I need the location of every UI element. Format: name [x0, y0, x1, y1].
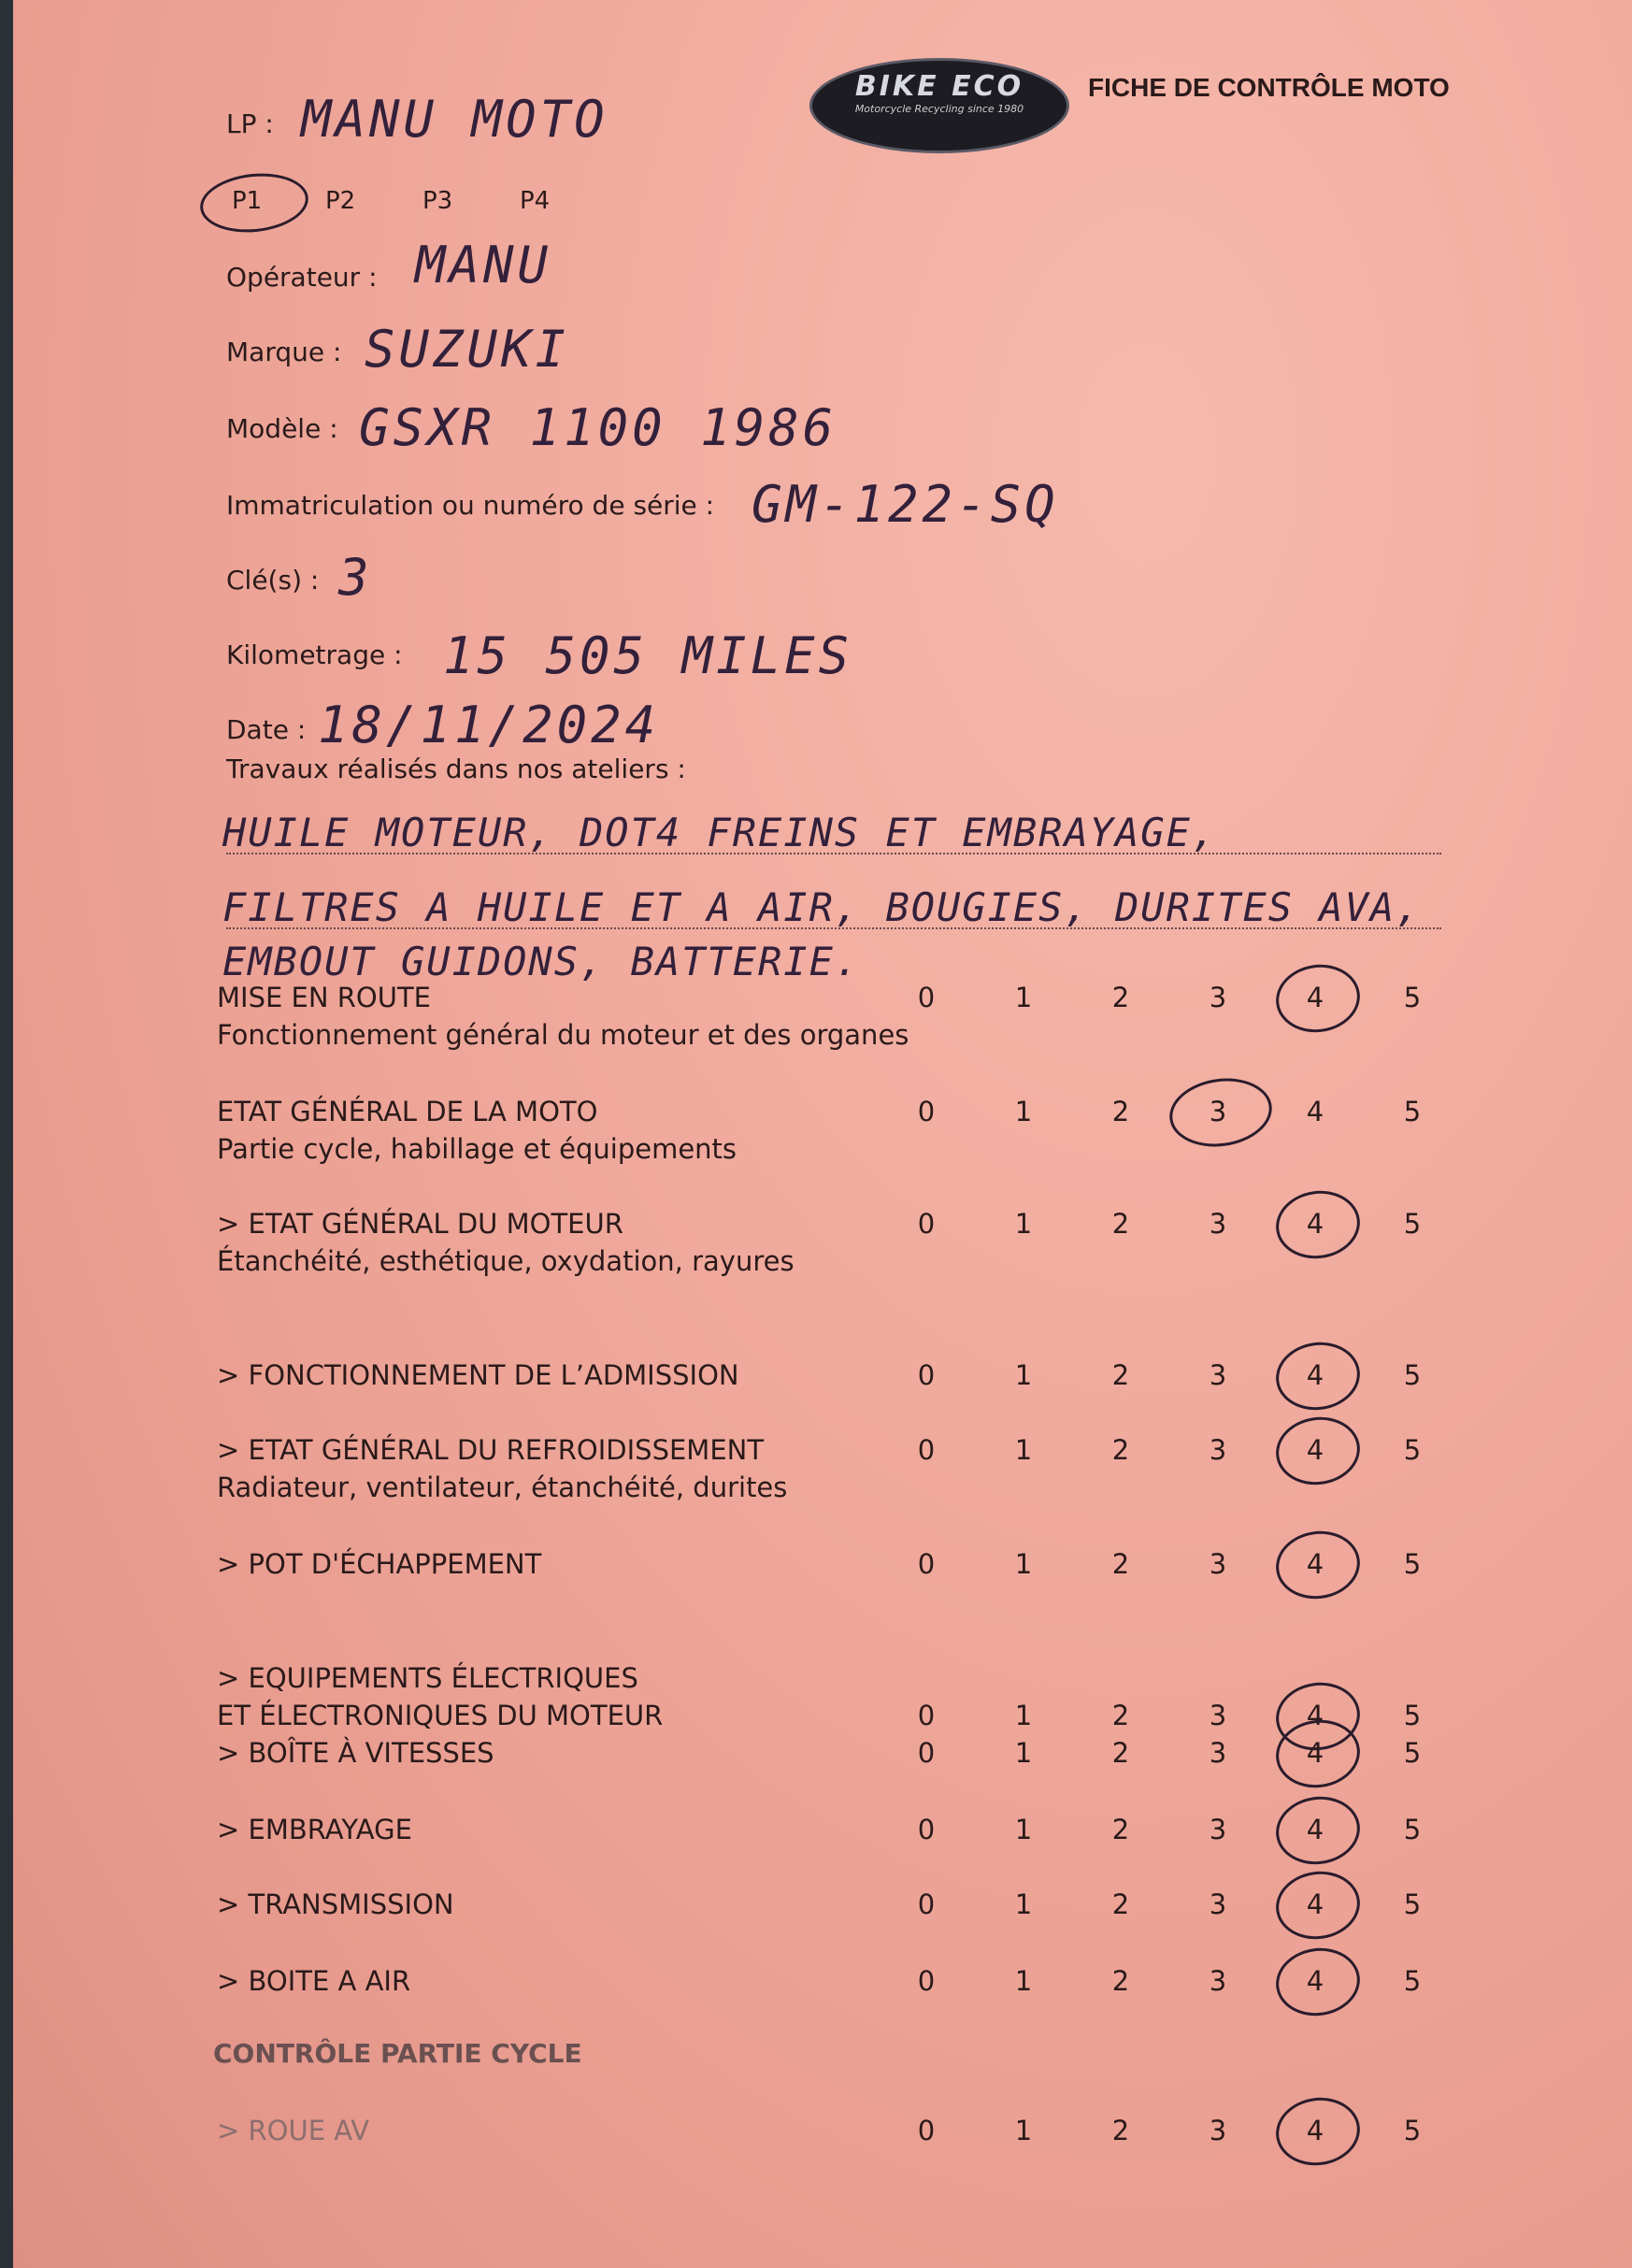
rating-row-label-5: > POT D'ÉCHAPPEMENT [217, 1548, 542, 1580]
rating-row-score-8-0[interactable]: 0 [917, 1814, 936, 1845]
rating-row-score-5-4[interactable]: 4 [1306, 1548, 1324, 1580]
rating-row-score-4-5[interactable]: 5 [1403, 1434, 1422, 1466]
works-line-2[interactable]: FILTRES A HUILE ET A AIR, BOUGIES, DURITES AVA, [222, 884, 1422, 930]
registration-value[interactable]: GM-122-SQ [752, 475, 1059, 534]
rating-row-score-5-1[interactable]: 1 [1014, 1548, 1033, 1580]
works-label: Travaux réalisés dans nos ateliers : [226, 754, 686, 784]
rating-row-score-0-1[interactable]: 1 [1014, 982, 1033, 1013]
rating-row-score-0-3[interactable]: 3 [1209, 982, 1227, 1013]
model-value[interactable]: GSXR 1100 1986 [359, 398, 837, 457]
rating-row-score-4-1[interactable]: 1 [1014, 1434, 1033, 1466]
form-title: FICHE DE CONTRÔLE MOTO [1088, 73, 1450, 102]
cycle-row-score-0-2[interactable]: 2 [1111, 2115, 1130, 2146]
rating-row-score-0-0[interactable]: 0 [917, 982, 936, 1013]
rating-row-score-6-1[interactable]: 1 [1014, 1700, 1033, 1731]
rating-row-selected-circle-8 [1271, 1791, 1364, 1870]
rating-row-sublabel-0: Fonctionnement général du moteur et des organes [217, 1019, 909, 1051]
rating-row-score-10-4[interactable]: 4 [1306, 1965, 1324, 1997]
rating-row-score-5-2[interactable]: 2 [1111, 1548, 1130, 1580]
rating-row-score-6-4[interactable]: 4 [1306, 1700, 1324, 1731]
rating-row-score-5-3[interactable]: 3 [1209, 1548, 1227, 1580]
rating-row-selected-circle-5 [1271, 1526, 1364, 1604]
mileage-value[interactable]: 15 505 MILES [443, 626, 853, 685]
rating-row-score-5-5[interactable]: 5 [1403, 1548, 1422, 1580]
rating-row-score-3-1[interactable]: 1 [1014, 1359, 1033, 1391]
brand-label: Marque : [226, 337, 342, 367]
rating-row-sublabel-2: Étanchéité, esthétique, oxydation, rayures [217, 1245, 795, 1277]
rating-row-score-9-5[interactable]: 5 [1403, 1888, 1422, 1920]
rating-row-score-4-3[interactable]: 3 [1209, 1434, 1227, 1466]
rating-row-label-7: > BOÎTE À VITESSES [217, 1737, 494, 1769]
rating-row-selected-circle-1 [1166, 1072, 1277, 1154]
rating-row-score-10-0[interactable]: 0 [917, 1965, 936, 1997]
rating-row-score-8-2[interactable]: 2 [1111, 1814, 1130, 1845]
rating-row-score-6-3[interactable]: 3 [1209, 1700, 1227, 1731]
rating-row-score-7-2[interactable]: 2 [1111, 1737, 1130, 1769]
rating-row-score-2-4[interactable]: 4 [1306, 1208, 1324, 1240]
rating-row-label-9: > TRANSMISSION [217, 1888, 454, 1920]
bike-eco-logo [809, 58, 1069, 153]
rating-row-score-5-0[interactable]: 0 [917, 1548, 936, 1580]
rating-row-score-2-5[interactable]: 5 [1403, 1208, 1422, 1240]
priority-p4[interactable]: P4 [520, 187, 551, 215]
model-label: Modèle : [226, 413, 338, 444]
lp-label: LP : [226, 108, 274, 139]
lp-value[interactable]: MANU MOTO [301, 90, 608, 149]
rating-row-score-1-4[interactable]: 4 [1306, 1096, 1324, 1127]
rating-row-score-1-1[interactable]: 1 [1014, 1096, 1033, 1127]
operator-value[interactable]: MANU [415, 236, 552, 294]
rating-row-score-10-3[interactable]: 3 [1209, 1965, 1227, 1997]
rating-row-score-0-4[interactable]: 4 [1306, 982, 1324, 1013]
cycle-row-score-0-4[interactable]: 4 [1306, 2115, 1324, 2146]
rating-row-selected-circle-10 [1271, 1943, 1364, 2021]
mileage-label: Kilometrage : [226, 639, 403, 670]
rating-row-score-7-5[interactable]: 5 [1403, 1737, 1422, 1769]
rating-row-score-2-0[interactable]: 0 [917, 1208, 936, 1240]
rating-row-score-3-2[interactable]: 2 [1111, 1359, 1130, 1391]
rating-row-score-9-3[interactable]: 3 [1209, 1888, 1227, 1920]
cycle-row-score-0-1[interactable]: 1 [1014, 2115, 1033, 2146]
rating-row-sublabel-1: Partie cycle, habillage et équipements [217, 1133, 737, 1165]
rating-row-score-4-2[interactable]: 2 [1111, 1434, 1130, 1466]
operator-label: Opérateur : [226, 262, 378, 293]
logo-brand: BIKE ECO [854, 70, 1024, 103]
rating-row-score-2-2[interactable]: 2 [1111, 1208, 1130, 1240]
rating-row-score-1-2[interactable]: 2 [1111, 1096, 1130, 1127]
date-value[interactable]: 18/11/2024 [318, 696, 660, 754]
brand-value[interactable]: SUZUKI [365, 320, 570, 379]
rating-row-score-1-5[interactable]: 5 [1403, 1096, 1422, 1127]
rating-row-selected-circle-2 [1271, 1185, 1364, 1264]
cycle-row-selected-circle-0 [1271, 2092, 1364, 2171]
rating-row-score-9-4[interactable]: 4 [1306, 1888, 1324, 1920]
registration-label: Immatriculation ou numéro de série : [226, 490, 715, 521]
works-line-3[interactable]: EMBOUT GUIDONS, BATTERIE. [222, 939, 861, 984]
priority-p1[interactable]: P1 [232, 187, 263, 215]
rating-row-score-3-3[interactable]: 3 [1209, 1359, 1227, 1391]
keys-value[interactable]: 3 [338, 548, 373, 607]
rating-row-score-8-3[interactable]: 3 [1209, 1814, 1227, 1845]
cycle-row-score-0-5[interactable]: 5 [1403, 2115, 1422, 2146]
rating-row-score-0-2[interactable]: 2 [1111, 982, 1130, 1013]
rating-row-score-4-4[interactable]: 4 [1306, 1434, 1324, 1466]
rating-row-selected-circle-9 [1271, 1866, 1364, 1945]
rating-row-label-3: > FONCTIONNEMENT DE L’ADMISSION [217, 1359, 739, 1391]
rating-row-score-7-4[interactable]: 4 [1306, 1737, 1324, 1769]
rating-row-score-8-4[interactable]: 4 [1306, 1814, 1324, 1845]
rating-row-score-4-0[interactable]: 0 [917, 1434, 936, 1466]
priority-p2[interactable]: P2 [325, 187, 356, 215]
works-line-1[interactable]: HUILE MOTEUR, DOT4 FREINS ET EMBRAYAGE, [222, 810, 1218, 855]
rating-row-score-7-1[interactable]: 1 [1014, 1737, 1033, 1769]
rating-row-score-0-5[interactable]: 5 [1403, 982, 1422, 1013]
cycle-row-label-0: > ROUE AV [217, 2115, 370, 2146]
rating-row-score-10-2[interactable]: 2 [1111, 1965, 1130, 1997]
rating-row-label-10: > BOITE A AIR [217, 1965, 411, 1997]
rating-row-score-3-4[interactable]: 4 [1306, 1359, 1324, 1391]
rating-row-score-10-1[interactable]: 1 [1014, 1965, 1033, 1997]
logo-tagline: Motorcycle Recycling since 1980 [854, 103, 1024, 115]
rating-row-label-8: > EMBRAYAGE [217, 1814, 412, 1845]
rating-row-score-3-0[interactable]: 0 [917, 1359, 936, 1391]
section-cycle-title: CONTRÔLE PARTIE CYCLE [213, 2038, 582, 2069]
rating-row-selected-circle-4 [1271, 1412, 1364, 1490]
rating-row-score-6-0[interactable]: 0 [917, 1700, 936, 1731]
rating-row-selected-circle-0 [1271, 959, 1364, 1038]
rating-row-score-3-5[interactable]: 5 [1403, 1359, 1422, 1391]
rating-row-score-8-1[interactable]: 1 [1014, 1814, 1033, 1845]
rating-row-score-8-5[interactable]: 5 [1403, 1814, 1422, 1845]
rating-row-label-1: ETAT GÉNÉRAL DE LA MOTO [217, 1096, 598, 1127]
rating-row-score-10-5[interactable]: 5 [1403, 1965, 1422, 1997]
rating-row-label-6: > EQUIPEMENTS ÉLECTRIQUES [217, 1662, 638, 1694]
rating-row-score-7-3[interactable]: 3 [1209, 1737, 1227, 1769]
rating-row-label-0: MISE EN ROUTE [217, 982, 431, 1013]
rating-row-label-2: > ETAT GÉNÉRAL DU MOTEUR [217, 1208, 623, 1240]
cycle-row-score-0-3[interactable]: 3 [1209, 2115, 1227, 2146]
priority-p3[interactable]: P3 [422, 187, 453, 215]
rating-row-score-9-0[interactable]: 0 [917, 1888, 936, 1920]
rating-row-score-6-5[interactable]: 5 [1403, 1700, 1422, 1731]
rating-row-sublabel-6: ET ÉLECTRONIQUES DU MOTEUR [217, 1700, 664, 1731]
date-label: Date : [226, 714, 307, 745]
rating-row-score-6-2[interactable]: 2 [1111, 1700, 1130, 1731]
rating-row-sublabel-4: Radiateur, ventilateur, étanchéité, durites [217, 1471, 788, 1503]
rating-row-score-9-1[interactable]: 1 [1014, 1888, 1033, 1920]
rating-row-label-4: > ETAT GÉNÉRAL DU REFROIDISSEMENT [217, 1434, 765, 1466]
control-sheet [13, 0, 1632, 2268]
rating-row-score-9-2[interactable]: 2 [1111, 1888, 1130, 1920]
rating-row-score-2-1[interactable]: 1 [1014, 1208, 1033, 1240]
keys-label: Clé(s) : [226, 565, 320, 596]
rating-row-score-1-3[interactable]: 3 [1209, 1096, 1227, 1127]
cycle-row-score-0-0[interactable]: 0 [917, 2115, 936, 2146]
rating-row-score-1-0[interactable]: 0 [917, 1096, 936, 1127]
rating-row-score-7-0[interactable]: 0 [917, 1737, 936, 1769]
rating-row-score-2-3[interactable]: 3 [1209, 1208, 1227, 1240]
rating-row-selected-circle-3 [1271, 1337, 1364, 1415]
